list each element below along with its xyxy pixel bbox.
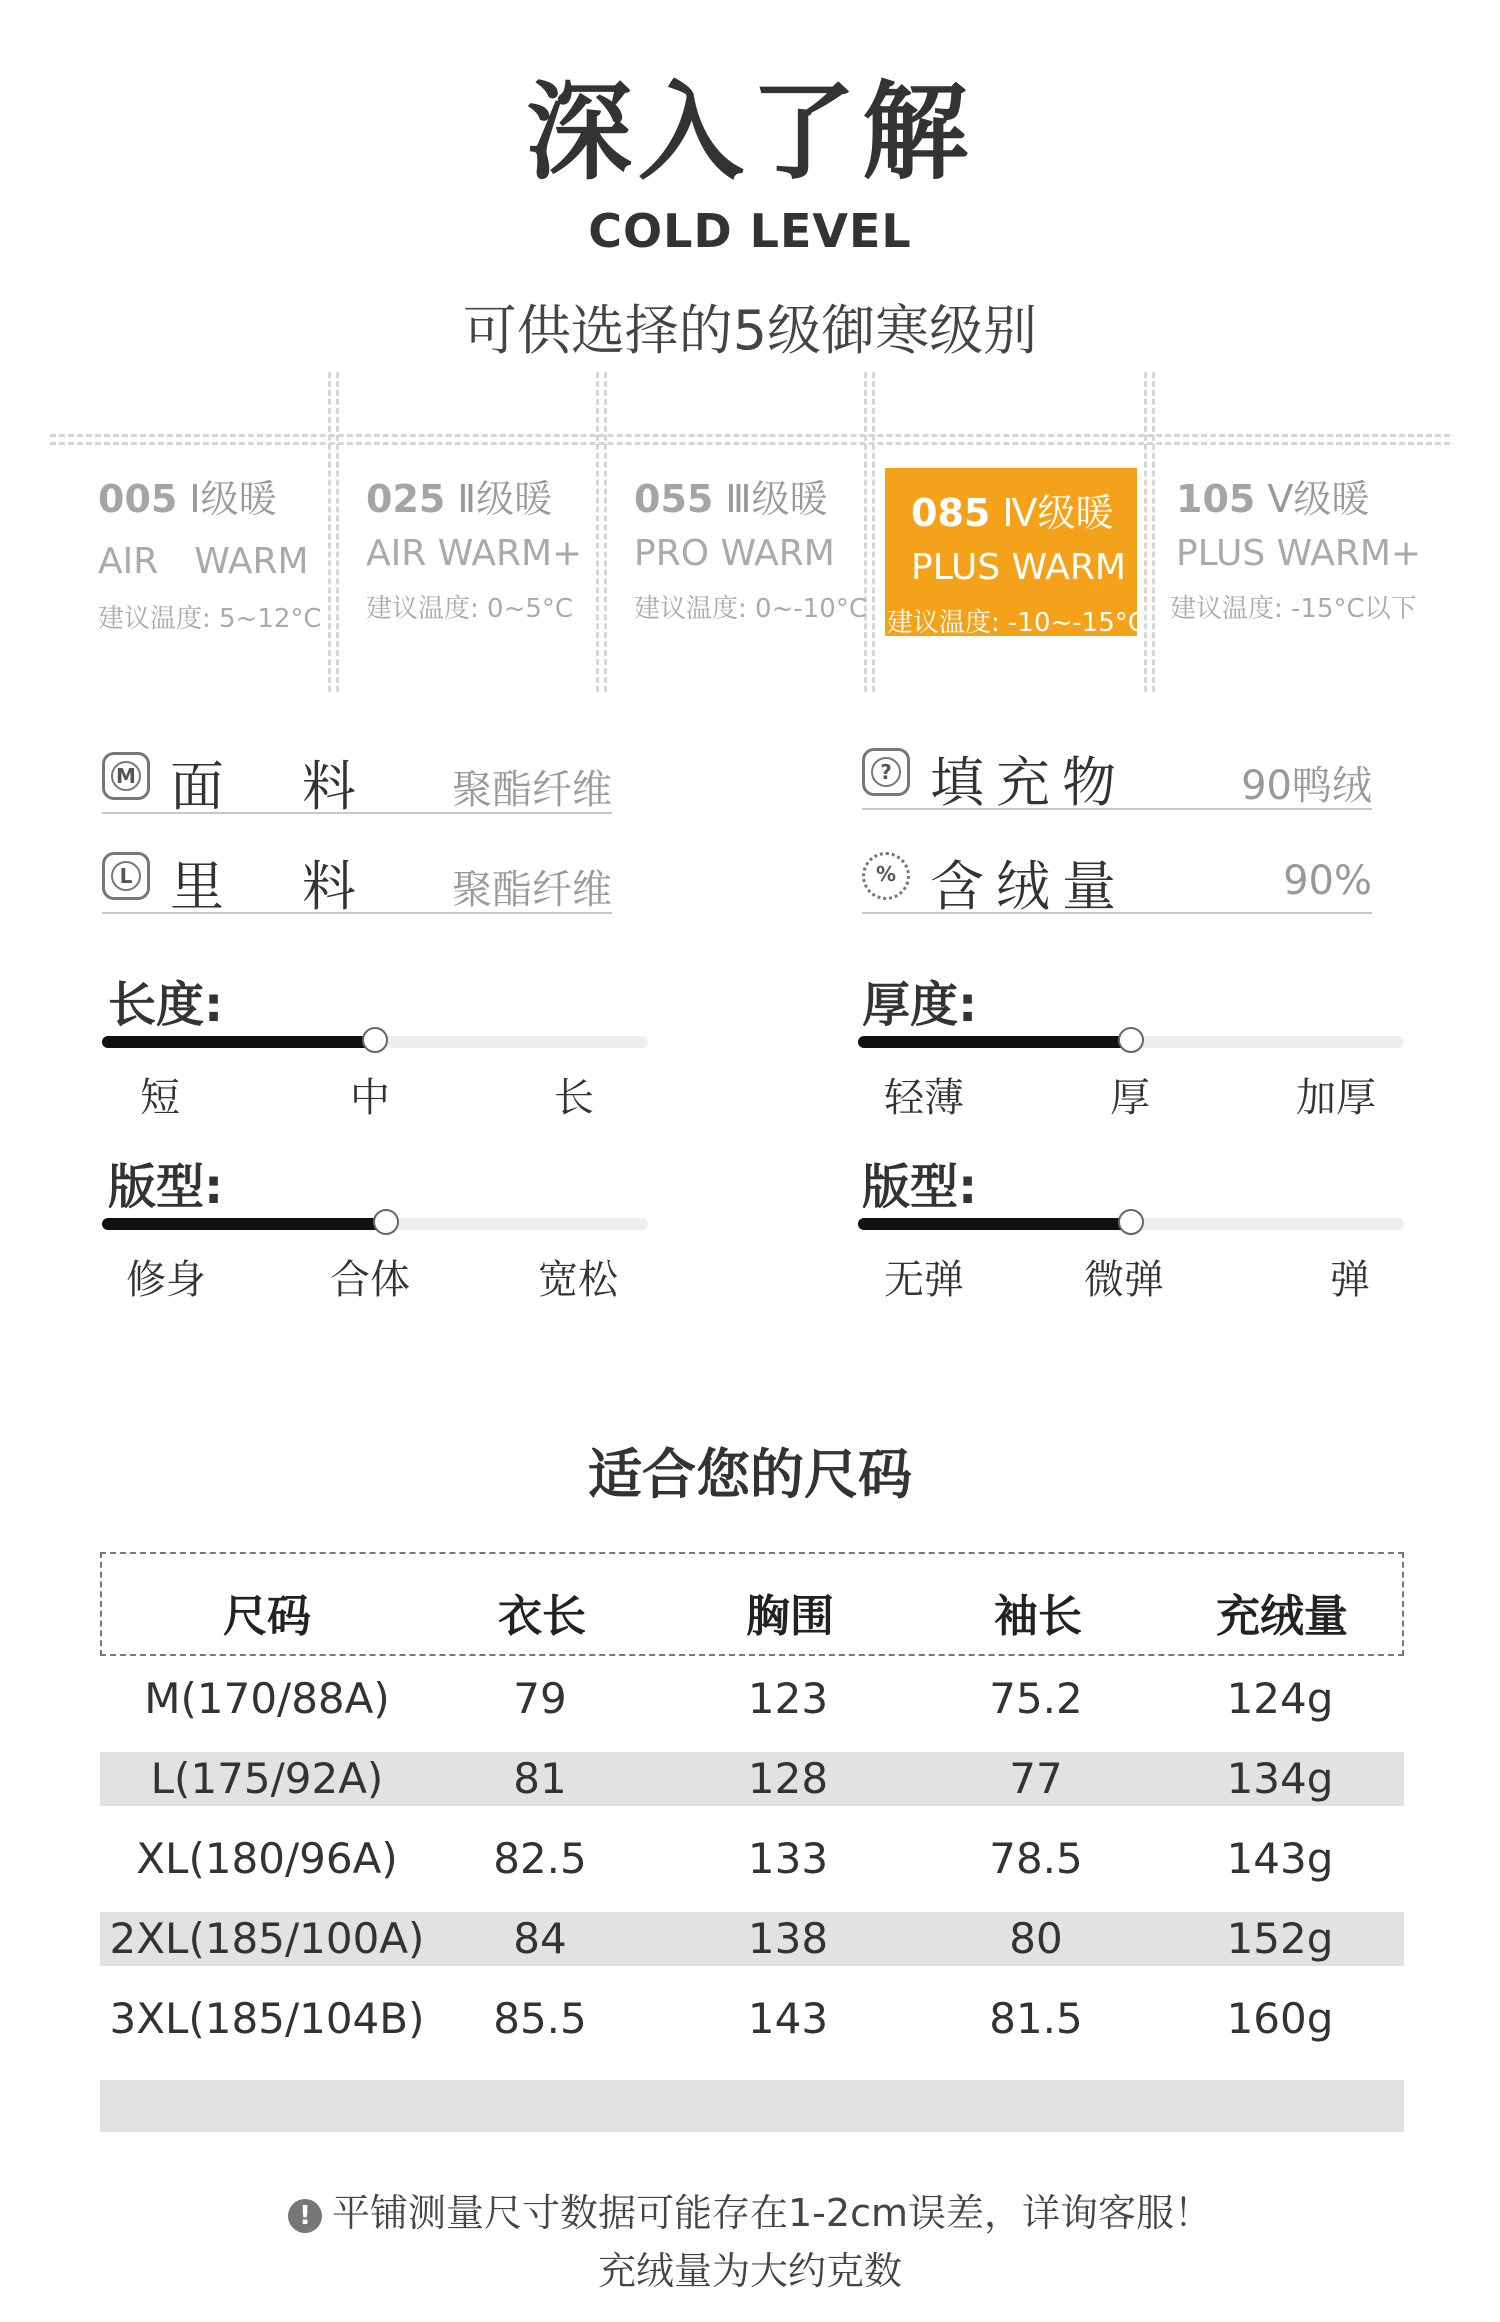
lining-icon: L	[102, 852, 150, 900]
cell-length: 79	[513, 1674, 567, 1723]
cell-sleeve: 80	[1009, 1914, 1063, 1963]
level-grade: Ⅲ级暖	[725, 477, 828, 521]
fit-slider	[102, 1218, 648, 1230]
table-row	[100, 1832, 1404, 1886]
level-name: AIR WARM+	[366, 533, 583, 574]
level-grade: Ⅴ级暖	[1267, 477, 1370, 521]
measurement-note	[0, 2182, 1500, 2237]
fit-tick-slim: 修身	[126, 1257, 206, 1303]
cell-size: 3XL(185/104B)	[109, 1994, 425, 2043]
fit-slider-fill	[102, 1218, 386, 1230]
cell-size: L(175/92A)	[150, 1754, 384, 1803]
down-content-row	[862, 844, 1372, 918]
length-slider-knob	[362, 1027, 388, 1053]
level-temperature: 建议温度: -10~-15°C	[887, 608, 1146, 638]
size-table-title: 适合您的尺码	[588, 1443, 912, 1506]
thickness-tick-extra-thick: 加厚	[1296, 1075, 1376, 1121]
stretch-tick-slight: 微弹	[1084, 1257, 1164, 1303]
stretch-tick-stretch: 弹	[1330, 1257, 1370, 1303]
table-row	[100, 1992, 1404, 2046]
down-content-label: 含绒量	[930, 855, 1128, 918]
length-label: 长度:	[108, 977, 224, 1033]
cell-size: 2XL(185/100A)	[109, 1914, 425, 1963]
thickness-slider	[858, 1036, 1404, 1048]
cell-chest: 123	[747, 1674, 829, 1723]
length-tick-short: 短	[140, 1075, 180, 1121]
cold-level-description: 可供选择的5级御寒级别	[462, 299, 1038, 362]
filling-label: 填充物	[930, 751, 1128, 814]
level-code: 085	[911, 491, 991, 535]
level-code: 025	[366, 477, 446, 521]
thickness-label: 厚度:	[862, 977, 978, 1033]
cold-level-option-5[interactable]	[1170, 468, 1446, 636]
filling-row	[862, 740, 1372, 814]
level-temperature: 建议温度: -15°C以下	[1170, 594, 1417, 624]
thickness-tick-light: 轻薄	[884, 1075, 964, 1121]
measurement-note-text: 平铺测量尺寸数据可能存在1-2cm误差，详询客服！	[332, 2191, 1212, 2235]
length-tick-long: 长	[554, 1075, 594, 1121]
cold-level-option-2[interactable]	[366, 468, 621, 636]
level-temperature: 建议温度: 5~12°C	[98, 604, 322, 634]
lining-value: 聚酯纤维	[452, 867, 612, 913]
cell-length: 82.5	[493, 1834, 587, 1883]
table-row	[100, 1672, 1404, 1726]
level-code: 105	[1176, 477, 1256, 521]
column-header-sleeve: 袖长	[994, 1591, 1082, 1642]
filling-icon: ?	[862, 748, 910, 796]
level-grade: Ⅱ级暖	[457, 477, 553, 521]
cell-down-weight: 134g	[1226, 1754, 1334, 1803]
stretch-tick-none: 无弹	[884, 1257, 964, 1303]
thickness-slider-knob	[1118, 1027, 1144, 1053]
cell-chest: 138	[747, 1914, 829, 1963]
thickness-tick-thick: 厚	[1110, 1075, 1150, 1121]
size-table-header	[100, 1552, 1404, 1656]
fabric-value: 聚酯纤维	[452, 767, 612, 813]
column-header-size: 尺码	[223, 1591, 311, 1642]
stretch-slider	[858, 1218, 1404, 1230]
length-tick-medium: 中	[350, 1075, 390, 1121]
percent-icon: %	[862, 852, 910, 900]
column-header-down-weight: 充绒量	[1216, 1591, 1348, 1642]
level-grade: Ⅰ级暖	[189, 477, 277, 521]
lining-row	[102, 844, 612, 918]
stretch-slider-knob	[1118, 1209, 1144, 1235]
cell-down-weight: 124g	[1226, 1674, 1334, 1723]
level-name: PLUS WARM	[911, 547, 1126, 588]
fabric-row	[102, 744, 612, 818]
table-row	[100, 1912, 1404, 1966]
down-weight-note: 充绒量为大约克数	[597, 2249, 902, 2293]
level-name: AIR WARM	[98, 541, 309, 582]
thickness-slider-fill	[858, 1036, 1131, 1048]
stretch-label: 版型:	[862, 1159, 978, 1215]
cell-chest: 128	[747, 1754, 829, 1803]
cell-size: XL(180/96A)	[136, 1834, 398, 1883]
down-content-value: 90%	[1283, 858, 1372, 904]
filling-value: 90鸭绒	[1241, 763, 1372, 809]
cold-level-subtitle: COLD LEVEL	[588, 204, 912, 258]
length-slider-fill	[102, 1036, 375, 1048]
cell-sleeve: 75.2	[989, 1674, 1083, 1723]
cell-length: 84	[513, 1914, 567, 1963]
cold-level-option-4-selected[interactable]	[885, 468, 1146, 638]
level-name: PLUS WARM+	[1176, 533, 1422, 574]
cell-sleeve: 77	[1009, 1754, 1063, 1803]
fit-tick-regular: 合体	[330, 1257, 410, 1303]
level-name: PRO WARM	[634, 533, 835, 574]
table-footer-bar	[100, 2080, 1404, 2132]
column-header-chest: 胸围	[746, 1591, 834, 1642]
cell-length: 81	[513, 1754, 567, 1803]
length-slider	[102, 1036, 648, 1048]
level-grade: Ⅳ级暖	[1002, 491, 1114, 535]
cell-length: 85.5	[493, 1994, 587, 2043]
fabric-label: 面 料	[170, 755, 368, 818]
cell-down-weight: 152g	[1226, 1914, 1334, 1963]
cold-level-selector	[50, 372, 1450, 692]
divider	[1152, 372, 1155, 692]
info-icon: !	[288, 2199, 322, 2233]
divider	[50, 434, 1450, 437]
cell-sleeve: 78.5	[989, 1834, 1083, 1883]
level-code: 005	[98, 477, 178, 521]
level-temperature: 建议温度: 0~5°C	[366, 594, 574, 624]
level-temperature: 建议温度: 0~-10°C	[634, 594, 867, 624]
cell-chest: 143	[747, 1994, 829, 2043]
fit-label: 版型:	[108, 1159, 224, 1215]
fabric-icon: M	[102, 752, 150, 800]
fit-slider-knob	[373, 1209, 399, 1235]
divider	[50, 442, 1450, 445]
table-row	[100, 1752, 1404, 1806]
cold-level-option-3[interactable]	[634, 468, 889, 636]
lining-label: 里 料	[170, 855, 368, 918]
cell-size: M(170/88A)	[144, 1674, 390, 1723]
cell-down-weight: 160g	[1226, 1994, 1334, 2043]
fit-tick-loose: 宽松	[538, 1257, 618, 1303]
level-code: 055	[634, 477, 714, 521]
divider	[1144, 372, 1147, 692]
page-title: 深入了解	[526, 71, 974, 194]
column-header-length: 衣长	[498, 1591, 586, 1642]
cell-down-weight: 143g	[1226, 1834, 1334, 1883]
cell-sleeve: 81.5	[989, 1994, 1083, 2043]
cold-level-option-1[interactable]	[98, 468, 353, 636]
stretch-slider-fill	[858, 1218, 1131, 1230]
cell-chest: 133	[747, 1834, 829, 1883]
